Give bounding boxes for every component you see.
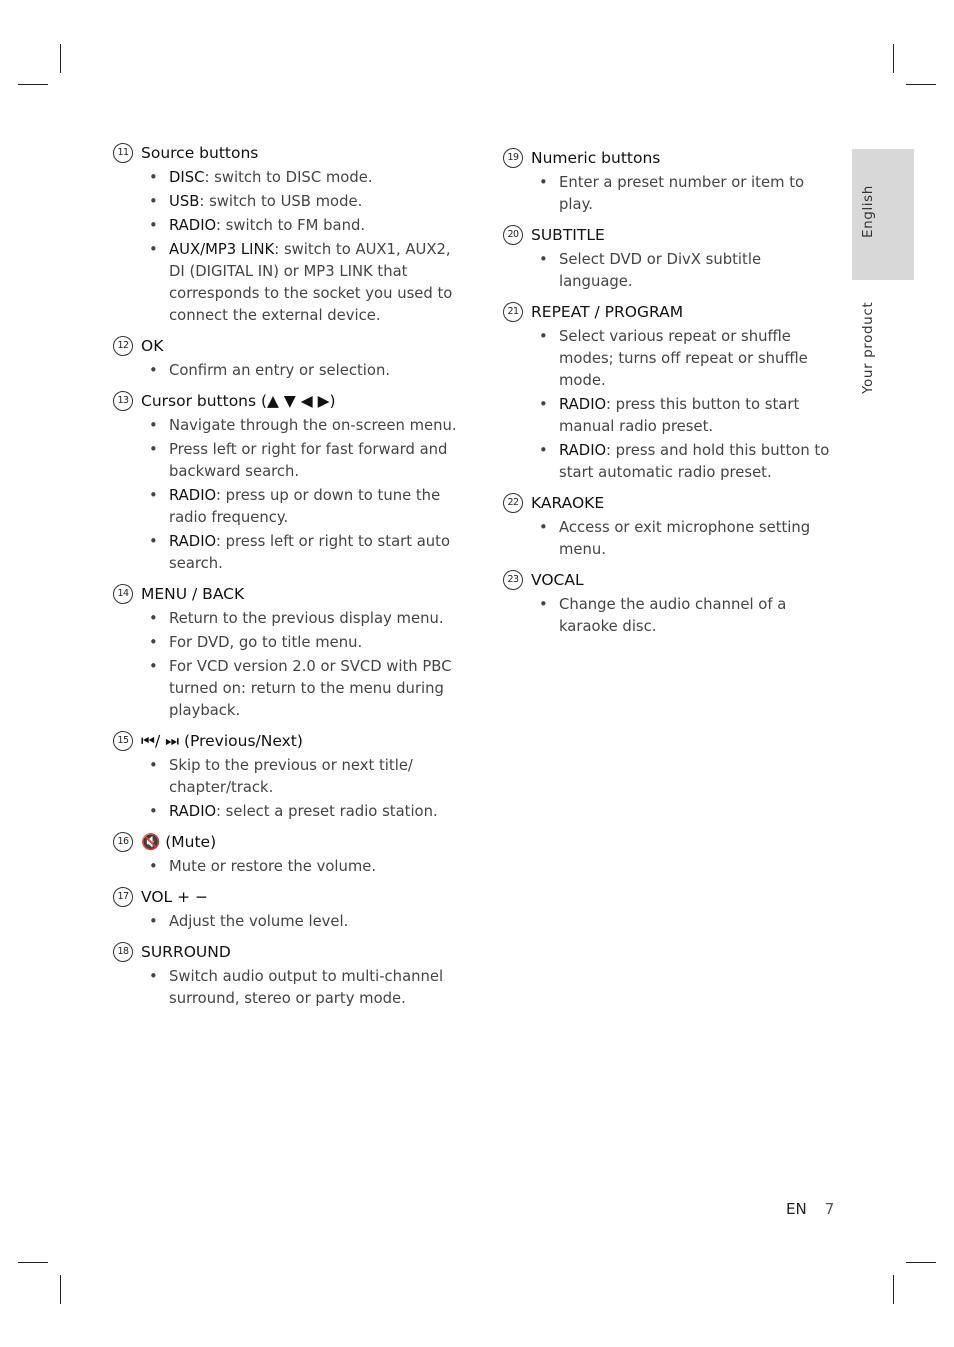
section-heading [503, 224, 838, 246]
bullet-text: Change the audio channel of a karaoke disc. [559, 596, 787, 635]
bullet-item [113, 755, 458, 799]
crop-mark [18, 84, 48, 85]
keyword: RADIO [559, 396, 606, 413]
page-footer [786, 1200, 834, 1218]
section-tab-label: Your product [860, 301, 876, 394]
item-number-badge: 20 [503, 225, 523, 245]
section-heading [503, 492, 838, 514]
section-heading [503, 301, 838, 323]
bullet-icon: • [149, 241, 158, 258]
bullet-icon: • [539, 442, 548, 459]
bullet-icon: • [149, 658, 158, 675]
bullet-text: : press this button to start manual radio preset. [559, 396, 800, 435]
section-17 [113, 886, 458, 933]
bullet-text: Navigate through the on-screen menu. [169, 417, 457, 434]
bullet-icon: • [539, 328, 548, 345]
bullet-icon: • [149, 968, 158, 985]
keyword: USB [169, 193, 200, 210]
bullet-list [503, 517, 838, 561]
section-heading [113, 335, 458, 357]
section-19 [503, 147, 838, 216]
section-18 [113, 941, 458, 1010]
bullet-icon: • [149, 193, 158, 210]
bullet-text: Skip to the previous or next title/ chapter/track. [169, 757, 413, 796]
section-heading [113, 886, 458, 908]
bullet-text: : switch to AUX1, AUX2, DI (DIGITAL IN) or MP3 LINK that corresponds to the socket you used to connect the external device. [169, 241, 453, 324]
language-tab-label: English [860, 185, 876, 238]
crop-mark [893, 1275, 894, 1304]
section-title: VOL + − [141, 888, 208, 906]
bullet-list [113, 360, 458, 382]
section-title: ⏮/ ⏭ (Previous/Next) [141, 732, 303, 750]
section-23 [503, 569, 838, 638]
keyword: DISC [169, 169, 205, 186]
section-title: VOCAL [531, 571, 584, 589]
crop-mark [60, 1275, 61, 1304]
bullet-icon: • [149, 441, 158, 458]
item-number-badge: 15 [113, 731, 133, 751]
section-22 [503, 492, 838, 561]
bullet-icon: • [149, 610, 158, 627]
section-heading [503, 147, 838, 169]
section-13 [113, 390, 458, 575]
bullet-list [113, 911, 458, 933]
bullet-item [113, 632, 458, 654]
bullet-icon: • [149, 858, 158, 875]
crop-mark [60, 44, 61, 73]
bullet-text: For DVD, go to title menu. [169, 634, 363, 651]
section-title: Source buttons [141, 144, 259, 162]
bullet-text: For VCD version 2.0 or SVCD with PBC turned on: return to the menu during playback. [169, 658, 452, 719]
section-title: Numeric buttons [531, 149, 661, 167]
item-number-badge: 13 [113, 391, 133, 411]
bullet-text: Mute or restore the volume. [169, 858, 377, 875]
bullet-icon: • [539, 174, 548, 191]
item-number-badge: 18 [113, 942, 133, 962]
bullet-icon: • [539, 596, 548, 613]
item-number-badge: 23 [503, 570, 523, 590]
section-title: 🔇 (Mute) [141, 833, 217, 851]
bullet-icon: • [149, 634, 158, 651]
bullet-text: Enter a preset number or item to play. [559, 174, 805, 213]
bullet-text: : select a preset radio station. [215, 803, 438, 820]
keyword: AUX/MP3 LINK [169, 241, 275, 258]
bullet-icon: • [149, 913, 158, 930]
section-heading [113, 390, 458, 412]
keyword: RADIO [169, 487, 216, 504]
bullet-icon: • [149, 362, 158, 379]
section-title: SURROUND [141, 943, 231, 961]
bullet-icon: • [149, 169, 158, 186]
bullet-item [113, 167, 458, 189]
bullet-item [113, 485, 458, 529]
bullet-text: Return to the previous display menu. [169, 610, 444, 627]
bullet-list [113, 966, 458, 1010]
bullet-item [113, 608, 458, 630]
bullet-item [113, 191, 458, 213]
bullet-icon: • [539, 396, 548, 413]
crop-mark [906, 1262, 936, 1263]
bullet-item [503, 440, 838, 484]
bullet-icon: • [149, 533, 158, 550]
item-number-badge: 19 [503, 148, 523, 168]
bullet-item [503, 594, 838, 638]
bullet-text: : switch to USB mode. [199, 193, 363, 210]
bullet-list [503, 594, 838, 638]
bullet-text: : switch to FM band. [215, 217, 366, 234]
section-heading [113, 142, 458, 164]
bullet-list [113, 415, 458, 575]
crop-mark [18, 1262, 48, 1263]
section-heading [113, 583, 458, 605]
bullet-text: : press and hold this button to start automatic radio preset. [559, 442, 830, 481]
bullet-item [113, 415, 458, 437]
item-number-badge: 22 [503, 493, 523, 513]
section-12 [113, 335, 458, 382]
bullet-item [113, 801, 458, 823]
bullet-icon: • [539, 251, 548, 268]
bullet-item [503, 326, 838, 392]
bullet-icon: • [539, 519, 548, 536]
keyword: RADIO [169, 803, 216, 820]
section-title: OK [141, 337, 164, 355]
bullet-list [503, 172, 838, 216]
bullet-item [113, 656, 458, 722]
left-column [113, 142, 458, 1018]
bullet-item [113, 439, 458, 483]
bullet-list [503, 249, 838, 293]
section-11 [113, 142, 458, 327]
page-number: 7 [824, 1200, 835, 1218]
section-heading [113, 941, 458, 963]
bullet-text: Confirm an entry or selection. [169, 362, 391, 379]
crop-mark [893, 44, 894, 73]
bullet-list [113, 167, 458, 327]
section-14 [113, 583, 458, 722]
bullet-item [113, 360, 458, 382]
section-16 [113, 831, 458, 878]
section-heading [113, 730, 458, 752]
bullet-text: Press left or right for fast forward and backward search. [169, 441, 448, 480]
section-title: SUBTITLE [531, 226, 605, 244]
section-title: KARAOKE [531, 494, 605, 512]
bullet-icon: • [149, 757, 158, 774]
bullet-icon: • [149, 417, 158, 434]
bullet-text: : press up or down to tune the radio frequency. [169, 487, 441, 526]
bullet-item [503, 172, 838, 216]
crop-mark [906, 84, 936, 85]
keyword: RADIO [559, 442, 606, 459]
bullet-item [113, 239, 458, 327]
section-heading [113, 831, 458, 853]
right-column [503, 147, 838, 646]
bullet-list [113, 755, 458, 823]
section-heading [503, 569, 838, 591]
bullet-text: Select DVD or DivX subtitle language. [559, 251, 762, 290]
bullet-text: Adjust the volume level. [169, 913, 349, 930]
bullet-item [503, 249, 838, 293]
keyword: RADIO [169, 533, 216, 550]
bullet-icon: • [149, 487, 158, 504]
bullet-item [113, 911, 458, 933]
section-title: MENU / BACK [141, 585, 245, 603]
bullet-icon: • [149, 803, 158, 820]
section-15 [113, 730, 458, 823]
bullet-text: : switch to DISC mode. [204, 169, 373, 186]
bullet-text: Access or exit microphone setting menu. [559, 519, 811, 558]
item-number-badge: 21 [503, 302, 523, 322]
bullet-text: Switch audio output to multi-channel surround, stereo or party mode. [169, 968, 444, 1007]
section-21 [503, 301, 838, 484]
bullet-item [113, 215, 458, 237]
bullet-item [113, 966, 458, 1010]
item-number-badge: 12 [113, 336, 133, 356]
section-title: REPEAT / PROGRAM [531, 303, 684, 321]
bullet-text: Select various repeat or shuffle modes; turns off repeat or shuffle mode. [559, 328, 808, 389]
bullet-item [503, 394, 838, 438]
item-number-badge: 11 [113, 143, 133, 163]
bullet-list [113, 608, 458, 722]
bullet-item [113, 531, 458, 575]
keyword: RADIO [169, 217, 216, 234]
item-number-badge: 17 [113, 887, 133, 907]
bullet-list [503, 326, 838, 484]
bullet-icon: • [149, 217, 158, 234]
item-number-badge: 16 [113, 832, 133, 852]
bullet-item [503, 517, 838, 561]
bullet-item [113, 856, 458, 878]
item-number-badge: 14 [113, 584, 133, 604]
footer-language: EN [786, 1200, 807, 1218]
section-20 [503, 224, 838, 293]
bullet-list [113, 856, 458, 878]
bullet-text: : press left or right to start auto search. [169, 533, 451, 572]
section-title: Cursor buttons (▲ ▼ ◀ ▶) [141, 392, 336, 410]
